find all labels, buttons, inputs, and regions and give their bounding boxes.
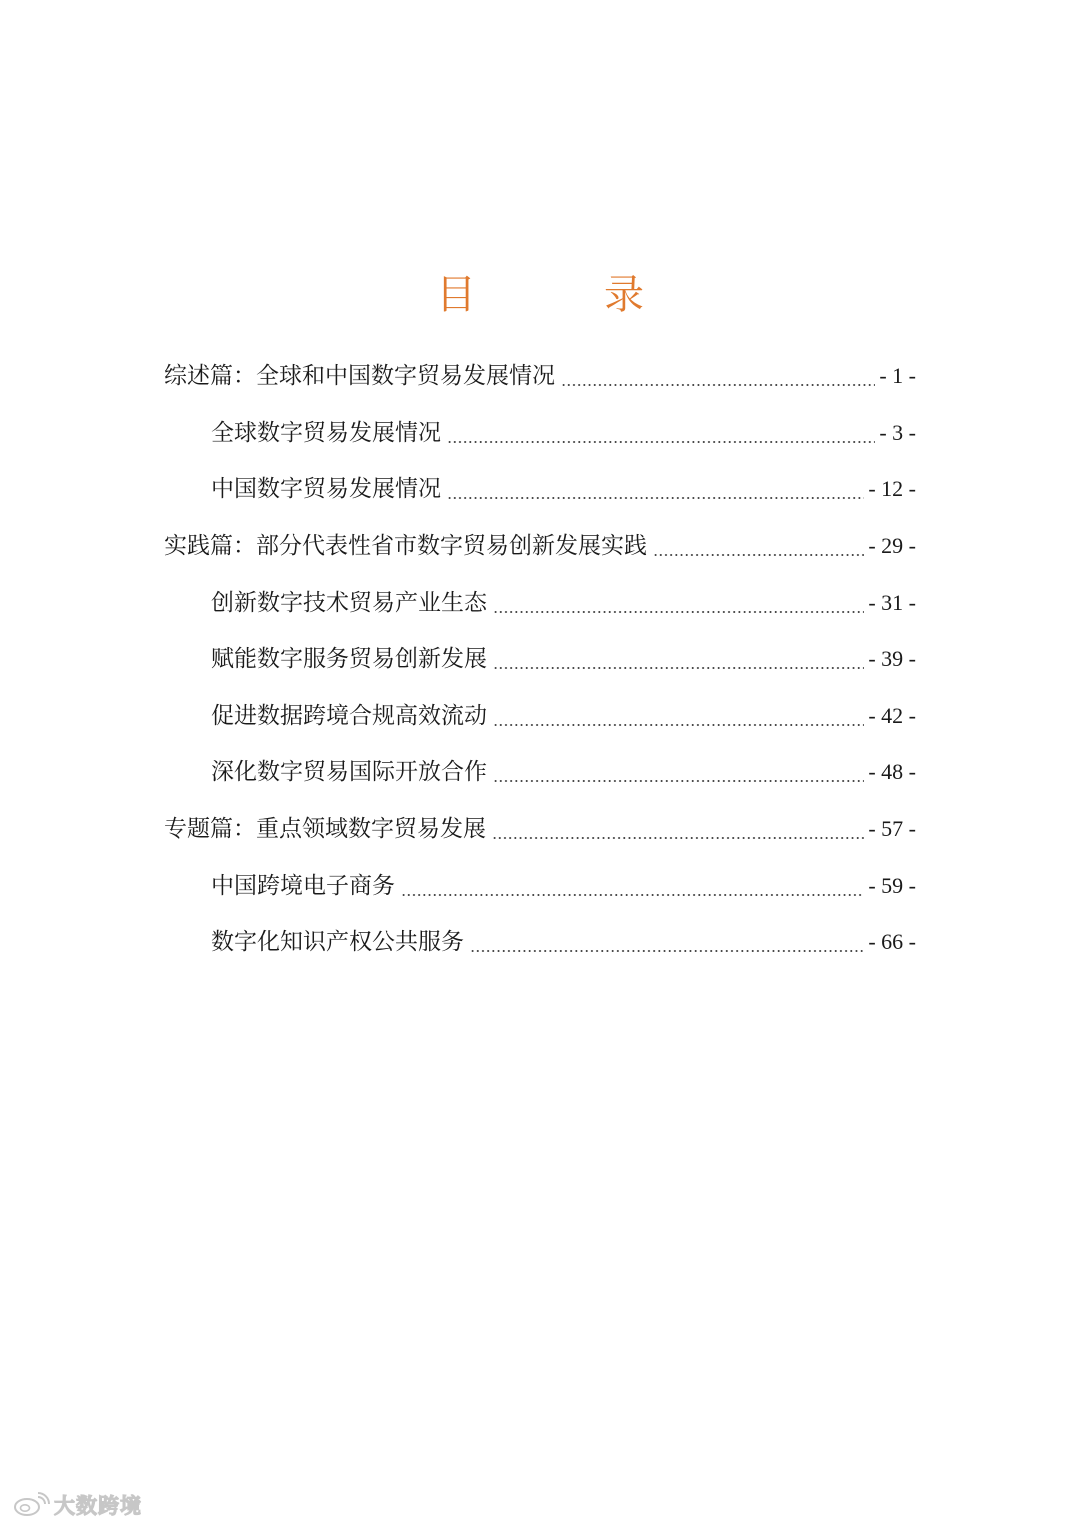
toc-entry[interactable]	[164, 574, 916, 631]
toc-entry[interactable]	[164, 688, 916, 745]
toc-entry-title: 促进数据跨境合规高效流动	[211, 702, 487, 729]
toc-page-number: - 1 -	[879, 363, 916, 389]
toc-entry[interactable]	[164, 405, 916, 462]
toc-page-number: - 42 -	[868, 702, 916, 728]
toc-page-number: - 48 -	[868, 759, 916, 785]
dot-leader	[447, 441, 875, 443]
toc-list	[164, 348, 916, 971]
toc-page-number: - 3 -	[879, 419, 916, 445]
toc-entry-title: 创新数字技术贸易产业生态	[211, 589, 487, 616]
dot-leader	[561, 384, 875, 386]
watermark-text: 大数跨境	[54, 1494, 142, 1518]
toc-entry-title: 数字化知识产权公共服务	[211, 929, 464, 956]
toc-title: 目 录	[436, 272, 688, 318]
dot-leader	[493, 667, 864, 669]
toc-entry[interactable]	[164, 461, 916, 518]
dot-leader	[493, 724, 864, 726]
toc-entry-title: 实践篇：部分代表性省市数字贸易创新发展实践	[164, 533, 647, 560]
toc-page-number: - 57 -	[868, 816, 916, 842]
toc-entry[interactable]	[164, 744, 916, 801]
toc-entry-title: 全球数字贸易发展情况	[211, 419, 441, 446]
toc-entry[interactable]	[164, 801, 916, 858]
dot-leader	[493, 611, 864, 613]
toc-entry[interactable]	[164, 914, 916, 971]
toc-page-number: - 29 -	[868, 533, 916, 559]
toc-entry-title: 综述篇：全球和中国数字贸易发展情况	[164, 363, 555, 390]
toc-page-number: - 59 -	[868, 872, 916, 898]
toc-page-number: - 31 -	[868, 589, 916, 615]
toc-entry[interactable]	[164, 631, 916, 688]
toc-entry[interactable]	[164, 518, 916, 575]
dot-leader	[401, 894, 864, 896]
toc-entry-title: 深化数字贸易国际开放合作	[211, 759, 487, 786]
toc-page-number: - 66 -	[868, 929, 916, 955]
weibo-logo-icon	[12, 1492, 50, 1518]
toc-page-number: - 39 -	[868, 646, 916, 672]
dot-leader	[447, 497, 864, 499]
toc-entry-title: 赋能数字服务贸易创新发展	[211, 646, 487, 673]
dot-leader	[492, 837, 864, 839]
dot-leader	[470, 950, 864, 952]
toc-entry-title: 专题篇：重点领域数字贸易发展	[164, 816, 486, 843]
dot-leader	[493, 780, 864, 782]
watermark	[12, 1490, 142, 1520]
toc-page-number: - 12 -	[868, 476, 916, 502]
toc-entry-title: 中国数字贸易发展情况	[211, 476, 441, 503]
toc-entry[interactable]	[164, 857, 916, 914]
toc-entry[interactable]	[164, 348, 916, 405]
dot-leader	[653, 554, 864, 556]
toc-entry-title: 中国跨境电子商务	[211, 872, 395, 899]
